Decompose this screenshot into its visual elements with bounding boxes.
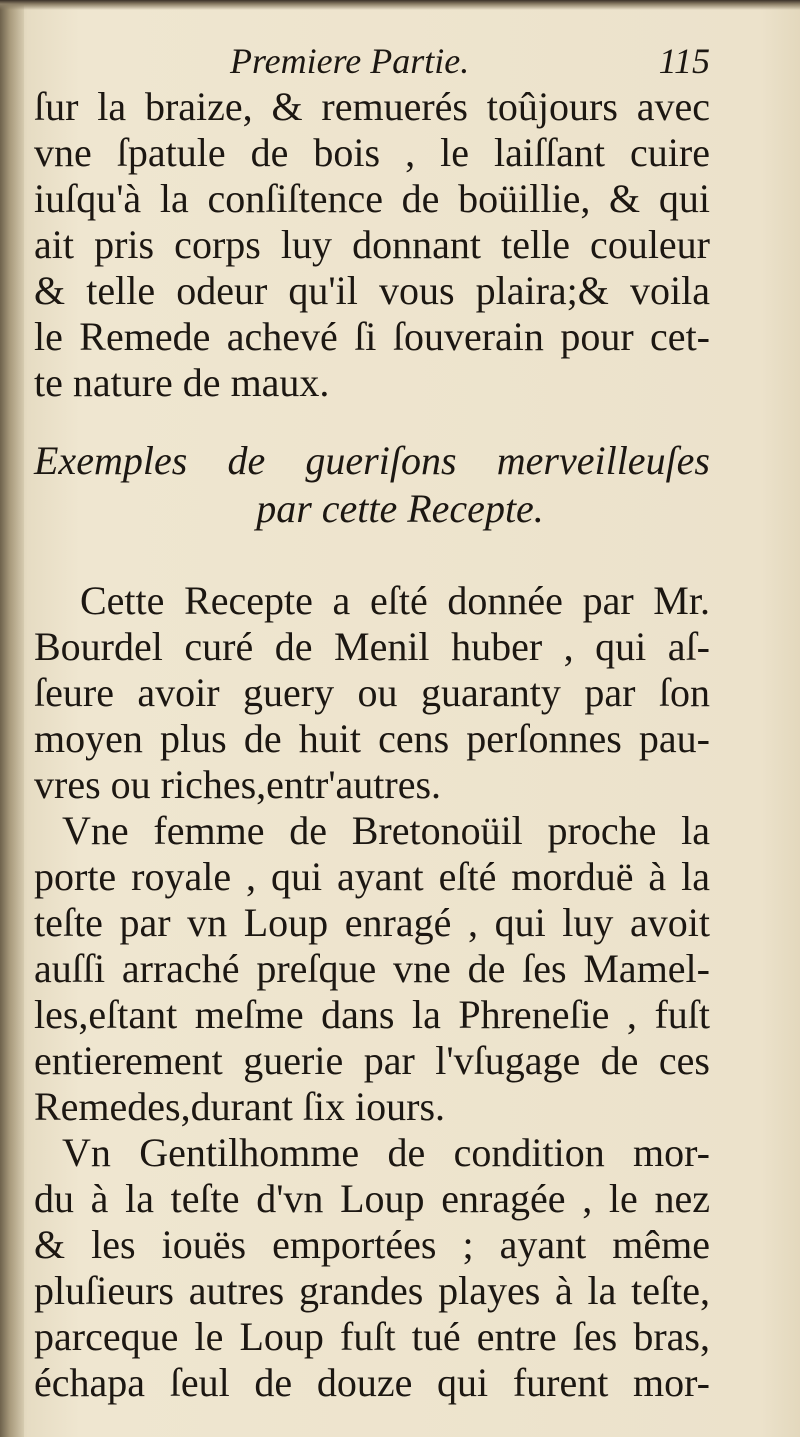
- text-line: le Remede achevé ſi ſouverain pour cet-: [34, 314, 710, 359]
- text-line: parceque le Loup fuſt tué entre ſes bras,: [34, 1314, 710, 1359]
- text-line: vne ſpatule de bois , le laiſſant cuire: [34, 130, 710, 175]
- text-line: teſte par vn Loup enragé , qui luy avoit: [34, 900, 710, 945]
- text-line: iuſqu'à la conſiſtence de boüillie, & qui: [34, 176, 710, 221]
- text-line: Bourdel curé de Menil huber , qui aſ-: [34, 624, 710, 669]
- book-binding-edge: [0, 0, 24, 1437]
- text-line: Vne femme de Bretonoüil proche la: [62, 808, 710, 853]
- page-number: 115: [658, 41, 710, 81]
- text-line: échapa ſeul de douze qui furent mor-: [34, 1360, 710, 1405]
- section-heading-line-2: par cette Recepte.: [256, 486, 544, 531]
- text-line: & telle odeur qu'il vous plaira;& voila: [34, 268, 710, 313]
- text-line: entierement guerie par l'vſugage de ces: [34, 1038, 710, 1083]
- text-line: te nature de maux.: [34, 360, 330, 405]
- text-line: Cette Recepte a eſté donnée par Mr.: [80, 578, 710, 623]
- text-line: du à la teſte d'vn Loup enragée , le nez: [34, 1176, 710, 1221]
- text-line: pluſieurs autres grandes playes à la teſte,: [34, 1268, 710, 1313]
- text-line: ait pris corps luy donnant telle couleur: [34, 222, 710, 267]
- section-heading-line-1: Exemples de gueriſons merveilleuſes: [34, 438, 710, 483]
- text-line: & les iouës emportées ; ayant même: [34, 1222, 710, 1267]
- text-line: ſur la braize, & remuerés toûjours avec: [34, 84, 710, 129]
- running-header: [230, 40, 710, 90]
- text-line: auſſi arraché preſque vne de ſes Mamel-: [34, 946, 710, 991]
- page-top-edge: [0, 0, 800, 10]
- text-line: moyen plus de huit cens perſonnes pau-: [34, 716, 710, 761]
- text-line: vres ou riches,entr'autres.: [34, 762, 442, 807]
- text-line: les,eſtant meſme dans la Phreneſie , fuſt: [34, 992, 710, 1037]
- running-title: Premiere Partie.: [230, 41, 470, 81]
- text-line: Remedes,durant ſix iours.: [34, 1084, 446, 1129]
- text-line: porte royale , qui ayant eſté morduë à la: [34, 854, 710, 899]
- text-line: ſeure avoir guery ou guaranty par ſon: [34, 670, 710, 715]
- text-line: Vn Gentilhomme de condition mor-: [62, 1130, 710, 1175]
